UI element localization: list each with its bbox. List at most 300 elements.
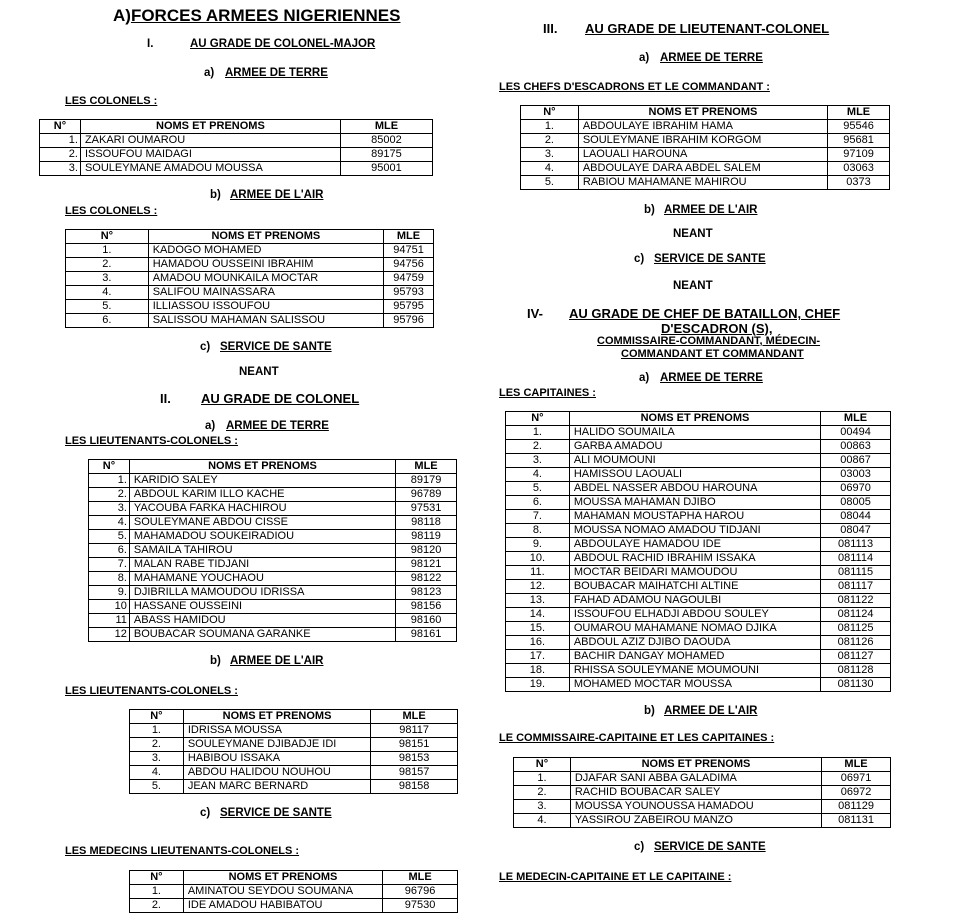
row-mle: 98118 [396, 516, 457, 530]
table-row [66, 314, 434, 328]
table-row [130, 724, 458, 738]
col-header-num: N° [66, 230, 149, 244]
row-number: 11. [506, 566, 570, 580]
sec2-c-letter: c) [200, 807, 211, 819]
row-mle: 0373 [828, 176, 890, 190]
row-name: MOUSSA MAHAMAN DJIBO [569, 496, 820, 510]
row-number: 12. [506, 580, 570, 594]
row-mle: 06971 [822, 772, 891, 786]
row-mle: 081128 [821, 664, 891, 678]
table-row [130, 885, 458, 899]
row-mle: 06970 [821, 482, 891, 496]
sec1-c-neant: NEANT [239, 366, 279, 378]
table-header-row [89, 460, 457, 474]
table-row [506, 524, 891, 538]
row-name: HAMISSOU LAOUALI [569, 468, 820, 482]
row-mle: 95546 [828, 120, 890, 134]
row-number: 3. [506, 454, 570, 468]
col-header-num: N° [521, 106, 579, 120]
main-title-prefix: A) [113, 6, 131, 25]
row-mle: 081129 [822, 800, 891, 814]
row-name: SALIFOU MAINASSARA [148, 286, 383, 300]
row-name: YACOUBA FARKA HACHIROU [129, 502, 395, 516]
col-header-name: NOMS ET PRENOMS [183, 710, 370, 724]
row-number: 7. [506, 510, 570, 524]
row-number: 1. [521, 120, 579, 134]
sec1-c-letter: c) [200, 341, 211, 353]
table-row [514, 800, 891, 814]
table-sec4-b [513, 757, 891, 828]
table-row [89, 586, 457, 600]
col-header-mle: MLE [828, 106, 890, 120]
table-row [514, 814, 891, 828]
row-number: 2. [521, 134, 579, 148]
row-number: 4. [130, 766, 184, 780]
table-row [506, 552, 891, 566]
row-name: ABDOUL AZIZ DJIBO DAOUDA [569, 636, 820, 650]
row-number: 14. [506, 608, 570, 622]
row-number: 2. [89, 488, 130, 502]
table-row [506, 622, 891, 636]
sec1-b-label: ARMEE DE L'AIR [230, 189, 324, 201]
table-row [89, 614, 457, 628]
table-header-row [130, 710, 458, 724]
row-name: MAHAMAN MOUSTAPHA HAROU [569, 510, 820, 524]
row-name: HABIBOU ISSAKA [183, 752, 370, 766]
col-header-mle: MLE [384, 230, 434, 244]
row-mle: 95001 [340, 162, 432, 176]
row-number: 8. [89, 572, 130, 586]
row-name: SOULEYMANE ABDOU CISSE [129, 516, 395, 530]
table-row [89, 516, 457, 530]
row-mle: 00863 [821, 440, 891, 454]
col-header-mle: MLE [371, 710, 458, 724]
row-name: RACHID BOUBACAR SALEY [570, 786, 821, 800]
row-name: BOUBACAR MAIHATCHI ALTINE [569, 580, 820, 594]
row-mle: 081114 [821, 552, 891, 566]
col-header-num: N° [130, 871, 184, 885]
table-row [521, 148, 890, 162]
row-number: 4. [521, 162, 579, 176]
col-header-name: NOMS ET PRENOMS [578, 106, 827, 120]
row-name: ABDOUL KARIM ILLO KACHE [129, 488, 395, 502]
col-header-name: NOMS ET PRENOMS [80, 120, 340, 134]
row-name: FAHAD ADAMOU NAGOULBI [569, 594, 820, 608]
table-header-row [66, 230, 434, 244]
row-mle: 98120 [396, 544, 457, 558]
row-mle: 98157 [371, 766, 458, 780]
row-number: 16. [506, 636, 570, 650]
sec1-title: AU GRADE DE COLONEL-MAJOR [190, 38, 376, 50]
row-number: 4. [89, 516, 130, 530]
sec1-c-label: SERVICE DE SANTE [220, 341, 332, 353]
table-sec4-a [505, 411, 891, 692]
sec3-b-letter: b) [644, 204, 655, 216]
row-name: GARBA AMADOU [569, 440, 820, 454]
row-mle: 081130 [821, 678, 891, 692]
row-number: 17. [506, 650, 570, 664]
sec3-num: III. [543, 21, 558, 36]
sec1-num: I. [147, 38, 154, 50]
row-number: 9. [506, 538, 570, 552]
row-name: MAHAMADOU SOUKEIRADIOU [129, 530, 395, 544]
col-header-mle: MLE [822, 758, 891, 772]
row-name: YASSIROU ZABEIROU MANZO [570, 814, 821, 828]
row-number: 4. [514, 814, 571, 828]
row-number: 1. [40, 134, 81, 148]
sec1-a-group: LES COLONELS : [65, 95, 158, 107]
row-mle: 98119 [396, 530, 457, 544]
row-number: 3. [130, 752, 184, 766]
row-name: DJAFAR SANI ABBA GALADIMA [570, 772, 821, 786]
row-mle: 00494 [821, 426, 891, 440]
table-row [40, 148, 433, 162]
row-number: 1. [130, 885, 184, 899]
row-number: 3. [66, 272, 149, 286]
sec2-b-group: LES LIEUTENANTS-COLONELS : [65, 685, 238, 697]
sec3-c-neant: NEANT [673, 280, 713, 292]
row-name: MAHAMANE YOUCHAOU [129, 572, 395, 586]
row-name: MOUSSA NOMAO AMADOU TIDJANI [569, 524, 820, 538]
sec3-a-letter: a) [639, 52, 650, 64]
sec1-a-letter: a) [204, 67, 215, 79]
sec4-num: IV- [527, 306, 543, 321]
row-name: ABASS HAMIDOU [129, 614, 395, 628]
row-mle: 03063 [828, 162, 890, 176]
row-mle: 081131 [822, 814, 891, 828]
row-name: MOHAMED MOCTAR MOUSSA [569, 678, 820, 692]
sec3-title: AU GRADE DE LIEUTENANT-COLONEL [585, 21, 830, 36]
row-number: 6. [506, 496, 570, 510]
table-row [506, 440, 891, 454]
table-header-row [514, 758, 891, 772]
row-name: MOCTAR BEIDARI MAMOUDOU [569, 566, 820, 580]
row-mle: 98121 [396, 558, 457, 572]
row-name: ILLIASSOU ISSOUFOU [148, 300, 383, 314]
row-mle: 96796 [383, 885, 458, 899]
row-name: ISSOUFOU MAIDAGI [80, 148, 340, 162]
col-header-num: N° [506, 412, 570, 426]
table-sec1-a [39, 119, 433, 176]
row-number: 2. [40, 148, 81, 162]
row-mle: 98156 [396, 600, 457, 614]
table-header-row [130, 871, 458, 885]
sec2-b-label: ARMEE DE L'AIR [230, 655, 324, 667]
row-number: 2. [130, 738, 184, 752]
sec1-b-group: LES COLONELS : [65, 205, 158, 217]
row-number: 5. [506, 482, 570, 496]
row-mle: 081124 [821, 608, 891, 622]
row-name: ABDOULAYE HAMADOU IDE [569, 538, 820, 552]
table-row [130, 899, 458, 913]
sec3-c-letter: c) [634, 253, 645, 265]
sec4-c-group: LE MEDECIN-CAPITAINE ET LE CAPITAINE : [499, 871, 732, 883]
sec4-title-line4: COMMANDANT ET COMMANDANT [621, 348, 804, 360]
row-name: ABDOUL RACHID IBRAHIM ISSAKA [569, 552, 820, 566]
table-row [66, 286, 434, 300]
row-mle: 85002 [340, 134, 432, 148]
row-mle: 081127 [821, 650, 891, 664]
row-number: 5. [66, 300, 149, 314]
row-mle: 94759 [384, 272, 434, 286]
table-row [89, 502, 457, 516]
table-row [66, 300, 434, 314]
table-row [521, 176, 890, 190]
row-number: 4. [66, 286, 149, 300]
row-mle: 94751 [384, 244, 434, 258]
table-row [506, 580, 891, 594]
table-row [506, 594, 891, 608]
row-number: 1. [514, 772, 571, 786]
table-row [130, 766, 458, 780]
row-mle: 081125 [821, 622, 891, 636]
sec4-title-line3: COMMISSAIRE-COMMANDANT, MÉDECIN- [597, 335, 821, 347]
row-name: BACHIR DANGAY MOHAMED [569, 650, 820, 664]
row-mle: 081126 [821, 636, 891, 650]
row-mle: 89179 [396, 474, 457, 488]
row-name: ISSOUFOU ELHADJI ABDOU SOULEY [569, 608, 820, 622]
row-mle: 94756 [384, 258, 434, 272]
sec3-a-label: ARMEE DE TERRE [660, 52, 763, 64]
row-mle: 95795 [384, 300, 434, 314]
row-name: MOUSSA YOUNOUSSA HAMADOU [570, 800, 821, 814]
row-mle: 081122 [821, 594, 891, 608]
table-row [506, 566, 891, 580]
sec4-a-label: ARMEE DE TERRE [660, 372, 763, 384]
sec4-title-line2: D'ESCADRON (S), [661, 321, 773, 336]
col-header-mle: MLE [821, 412, 891, 426]
table-row [89, 628, 457, 642]
row-mle: 98158 [371, 780, 458, 794]
row-name: SOULEYMANE IBRAHIM KORGOM [578, 134, 827, 148]
row-mle: 95793 [384, 286, 434, 300]
main-title [113, 6, 400, 26]
row-name: LAOUALI HAROUNA [578, 148, 827, 162]
row-number: 10. [506, 552, 570, 566]
row-number: 6. [66, 314, 149, 328]
table-header-row [521, 106, 890, 120]
table-row [521, 120, 890, 134]
row-name: BOUBACAR SOUMANA GARANKE [129, 628, 395, 642]
sec4-title-line1: AU GRADE DE CHEF DE BATAILLON, CHEF [569, 306, 841, 321]
row-number: 3. [514, 800, 571, 814]
row-mle: 08005 [821, 496, 891, 510]
row-number: 2. [66, 258, 149, 272]
row-number: 5. [521, 176, 579, 190]
col-header-name: NOMS ET PRENOMS [569, 412, 820, 426]
table-row [506, 468, 891, 482]
sec2-c-group: LES MEDECINS LIEUTENANTS-COLONELS : [65, 845, 300, 857]
row-number: 10 [89, 600, 130, 614]
row-mle: 98151 [371, 738, 458, 752]
table-row [506, 650, 891, 664]
row-number: 13. [506, 594, 570, 608]
row-mle: 00867 [821, 454, 891, 468]
row-mle: 03003 [821, 468, 891, 482]
row-number: 18. [506, 664, 570, 678]
row-name: HALIDO SOUMAILA [569, 426, 820, 440]
table-row [506, 426, 891, 440]
table-row [89, 474, 457, 488]
col-header-name: NOMS ET PRENOMS [570, 758, 821, 772]
row-number: 1. [89, 474, 130, 488]
sec4-c-letter: c) [634, 841, 645, 853]
table-row [66, 244, 434, 258]
row-number: 2. [506, 440, 570, 454]
table-row [40, 162, 433, 176]
row-mle: 98123 [396, 586, 457, 600]
row-mle: 98160 [396, 614, 457, 628]
row-mle: 97109 [828, 148, 890, 162]
row-mle: 95796 [384, 314, 434, 328]
table-sec3-a [520, 105, 890, 190]
row-number: 11 [89, 614, 130, 628]
table-row [130, 752, 458, 766]
table-row [506, 454, 891, 468]
row-name: SOULEYMANE AMADOU MOUSSA [80, 162, 340, 176]
row-number: 2. [514, 786, 571, 800]
col-header-mle: MLE [383, 871, 458, 885]
sec3-a-group: LES CHEFS D'ESCADRONS ET LE COMMANDANT : [499, 81, 770, 93]
table-row [130, 738, 458, 752]
row-name: MALAN RABE TIDJANI [129, 558, 395, 572]
table-row [66, 258, 434, 272]
sec2-num: II. [160, 391, 171, 406]
row-name: JEAN MARC BERNARD [183, 780, 370, 794]
row-mle: 95681 [828, 134, 890, 148]
table-row [514, 772, 891, 786]
row-mle: 08047 [821, 524, 891, 538]
row-name: OUMAROU MAHAMANE NOMAO DJIKA [569, 622, 820, 636]
row-number: 3. [40, 162, 81, 176]
table-sec2-b [129, 709, 458, 794]
row-mle: 98153 [371, 752, 458, 766]
col-header-num: N° [40, 120, 81, 134]
sec4-b-letter: b) [644, 705, 655, 717]
col-header-num: N° [89, 460, 130, 474]
sec3-b-neant: NEANT [673, 228, 713, 240]
row-mle: 081117 [821, 580, 891, 594]
table-row [89, 544, 457, 558]
table-row [89, 488, 457, 502]
row-number: 3. [521, 148, 579, 162]
row-mle: 98117 [371, 724, 458, 738]
row-mle: 97531 [396, 502, 457, 516]
sec3-c-label: SERVICE DE SANTE [654, 253, 766, 265]
table-row [40, 134, 433, 148]
row-name: KARIDIO SALEY [129, 474, 395, 488]
sec2-c-label: SERVICE DE SANTE [220, 807, 332, 819]
table-row [521, 134, 890, 148]
row-number: 3. [89, 502, 130, 516]
sec2-a-letter: a) [205, 420, 216, 432]
row-name: KADOGO MOHAMED [148, 244, 383, 258]
table-row [521, 162, 890, 176]
row-mle: 89175 [340, 148, 432, 162]
table-row [514, 786, 891, 800]
table-row [130, 780, 458, 794]
sec4-b-group: LE COMMISSAIRE-CAPITAINE ET LES CAPITAINES : [499, 732, 775, 744]
row-number: 1. [130, 724, 184, 738]
table-row [89, 600, 457, 614]
table-sec1-b [65, 229, 434, 328]
sec4-a-letter: a) [639, 372, 650, 384]
sec4-b-label: ARMEE DE L'AIR [664, 705, 758, 717]
col-header-name: NOMS ET PRENOMS [183, 871, 382, 885]
table-row [506, 510, 891, 524]
sec1-b-letter: b) [210, 189, 221, 201]
table-header-row [40, 120, 433, 134]
row-number: 12 [89, 628, 130, 642]
row-name: AMADOU MOUNKAILA MOCTAR [148, 272, 383, 286]
col-header-mle: MLE [340, 120, 432, 134]
row-name: RABIOU MAHAMANE MAHIROU [578, 176, 827, 190]
sec2-a-group: LES LIEUTENANTS-COLONELS : [65, 435, 238, 447]
sec2-b-letter: b) [210, 655, 221, 667]
row-name: SOULEYMANE DJIBADJE IDI [183, 738, 370, 752]
row-name: IDE AMADOU HABIBATOU [183, 899, 382, 913]
sec2-a-label: ARMEE DE TERRE [226, 420, 329, 432]
col-header-name: NOMS ET PRENOMS [129, 460, 395, 474]
row-mle: 96789 [396, 488, 457, 502]
sec3-b-label: ARMEE DE L'AIR [664, 204, 758, 216]
sec4-c-label: SERVICE DE SANTE [654, 841, 766, 853]
row-name: ZAKARI OUMAROU [80, 134, 340, 148]
table-row [506, 678, 891, 692]
row-mle: 98122 [396, 572, 457, 586]
row-mle: 97530 [383, 899, 458, 913]
table-row [506, 636, 891, 650]
row-mle: 081113 [821, 538, 891, 552]
row-name: SAMAILA TAHIROU [129, 544, 395, 558]
table-row [506, 538, 891, 552]
row-mle: 081115 [821, 566, 891, 580]
table-row [89, 558, 457, 572]
table-row [66, 272, 434, 286]
row-name: ALI MOUMOUNI [569, 454, 820, 468]
row-name: ABDOULAYE IBRAHIM HAMA [578, 120, 827, 134]
row-number: 5. [130, 780, 184, 794]
row-number: 1. [506, 426, 570, 440]
row-mle: 08044 [821, 510, 891, 524]
sec4-a-group: LES CAPITAINES : [499, 387, 596, 399]
col-header-mle: MLE [396, 460, 457, 474]
row-name: ABDOU HALIDOU NOUHOU [183, 766, 370, 780]
sec2-title: AU GRADE DE COLONEL [201, 391, 360, 406]
row-number: 2. [130, 899, 184, 913]
row-number: 6. [89, 544, 130, 558]
row-number: 1. [66, 244, 149, 258]
table-sec2-a [88, 459, 457, 642]
row-number: 4. [506, 468, 570, 482]
table-row [89, 530, 457, 544]
table-header-row [506, 412, 891, 426]
col-header-num: N° [514, 758, 571, 772]
row-number: 9. [89, 586, 130, 600]
row-name: ABDEL NASSER ABDOU HAROUNA [569, 482, 820, 496]
row-number: 7. [89, 558, 130, 572]
sec1-a-label: ARMEE DE TERRE [225, 67, 328, 79]
row-number: 8. [506, 524, 570, 538]
table-row [506, 664, 891, 678]
row-mle: 06972 [822, 786, 891, 800]
row-mle: 98161 [396, 628, 457, 642]
table-sec2-c [129, 870, 458, 913]
row-name: DJIBRILLA MAMOUDOU IDRISSA [129, 586, 395, 600]
row-name: IDRISSA MOUSSA [183, 724, 370, 738]
row-name: HAMADOU OUSSEINI IBRAHIM [148, 258, 383, 272]
row-number: 5. [89, 530, 130, 544]
